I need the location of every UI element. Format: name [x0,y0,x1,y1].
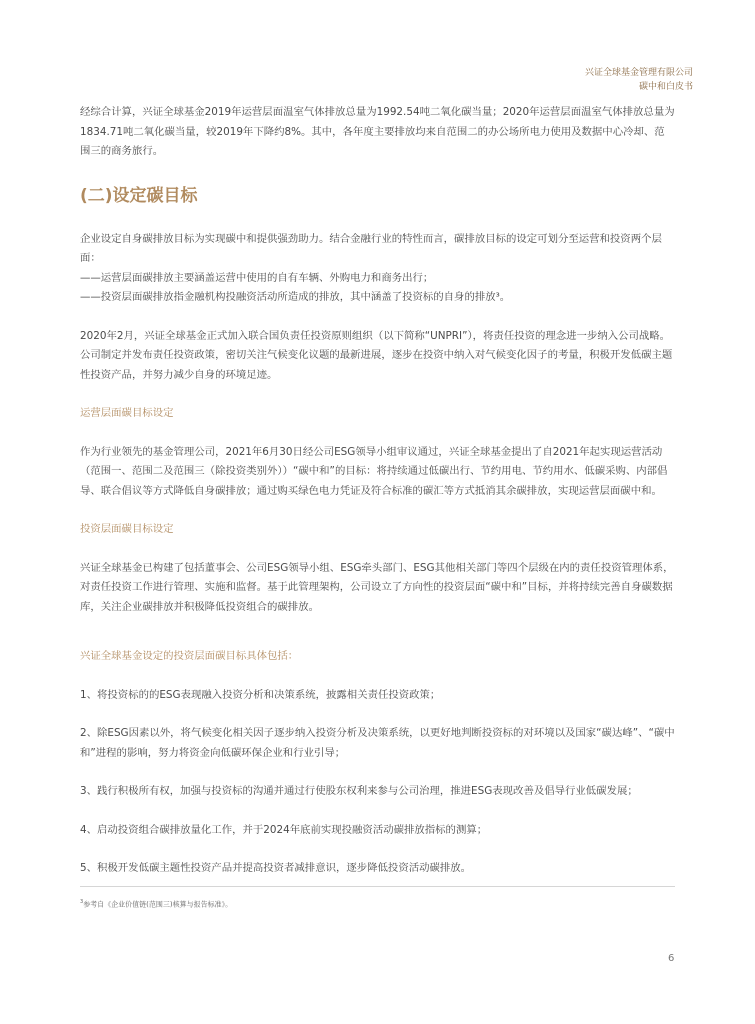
running-header [585,66,693,94]
bullet-operations: ——运营层面碳排放主要涵盖运营中使用的自有车辆、外购电力和商务出行； [80,271,434,284]
footnote-marker: 3 [80,899,84,905]
unpri-paragraph: 2020年2月，兴证全球基金正式加入联合国负责任投资原则组织（以下简称“UNPRI”），将责任投资的理念进一步纳入公司战略。公司制定并发布责任投资政策，密切关注气候变化议题的最新进展，逐步在投资中纳入对气候变化因子的考量，积极开发低碳主题性投资产品，并努力减少自身的环境足迹。 [80,329,673,381]
target-item: 3、践行积极所有权，加强与投资标的沟通并通过行使股东权利来参与公司治理，推进ESG表现改善及倡导行业低碳发展； [80,785,638,797]
target-item: 5、积极开发低碳主题性投资产品并提高投资者减排意识，逐步降低投资活动碳排放。 [80,862,472,874]
header-doc-title: 碳中和白皮书 [638,82,693,92]
footnote-divider [80,886,675,887]
target-item: 1、将投资标的的ESG表现融入投资分析和决策系统，披露相关责任投资政策； [80,688,441,701]
target-item: 4、启动投资组合碳排放量化工作，并于2024年底前实现投融资活动碳排放指标的测算； [80,823,488,836]
bullet-investment: ——投资层面碳排放指金融机构投融资活动所造成的排放，其中涵盖了投资标的自身的排放³。 [80,291,511,303]
subhead-investment: 投资层面碳目标设定 [80,523,174,535]
footnote [80,899,232,909]
intro-paragraph: 经综合计算，兴证全球基金2019年运营层面温室气体排放总量为1992.54吨二氧化碳当量；2020年运营层面温室气体排放总量为1834.71吨二氧化碳当量，较2019年下降约8%。其中，各年度主要排放均来自范围二的办公场所电力使用及数据中心冷却、范围三的商务旅行。 [80,106,675,157]
page-number: 6 [668,953,675,964]
operations-paragraph: 作为行业领先的基金管理公司，2021年6月30日经公司ESG领导小组审议通过，兴证全球基金提出了自2021年起实现运营活动（范围一、范围二及范围三（除投资类别外））“碳中和”的目标：将持续通过低碳出行、节约用电、节约用水、低碳采购、内部倡导、联合倡议等方式降低自身碳排放；通过购买绿色电力凭证及符合标准的碳汇等方式抵消其余碳排放，实现运营层面碳中和。 [80,445,668,497]
targets-intro: 兴证全球基金设定的投资层面碳目标具体包括： [80,650,299,662]
page-content [80,103,675,879]
section-lead: 企业设定自身碳排放目标为实现碳中和提供强劲助力。结合金融行业的特性而言，碳排放目标的设定可划分至运营和投资两个层面： [80,232,662,264]
investment-paragraph: 兴证全球基金已构建了包括董事会、公司ESG领导小组、ESG牵头部门、ESG其他相关部门等四个层级在内的责任投资管理体系，对责任投资工作进行管理、实施和监督。基于此管理架构，公司设立了方向性的投资层面“碳中和”目标，并将持续完善自身碳数据库，关注企业碳排放并积极降低投资组合的碳排放。 [80,561,674,613]
footnote-text: 参考自《企业价值链(范围三)核算与报告标准》。 [83,900,233,909]
target-item: 2、除ESG因素以外，将气候变化相关因子逐步纳入投资分析及决策系统，以更好地判断投资标的对环境以及国家“碳达峰”、“碳中和”进程的影响，努力将资金向低碳环保企业和行业引导； [80,727,675,759]
targets-list [80,667,675,879]
header-company: 兴证全球基金管理有限公司 [584,68,693,78]
subhead-operations: 运营层面碳目标设定 [80,407,174,419]
section-title: (二)设定碳目标 [80,185,198,206]
